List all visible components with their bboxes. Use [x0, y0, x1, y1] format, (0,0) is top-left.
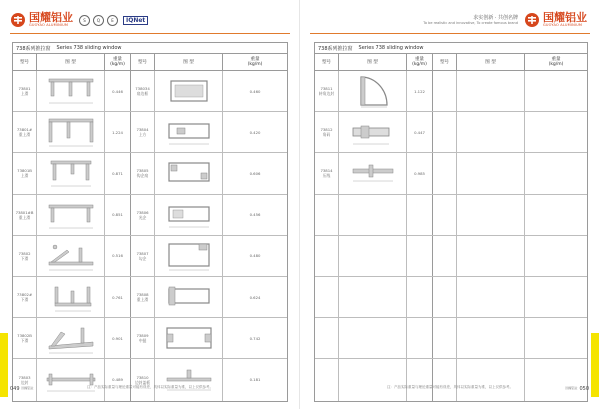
weight-value — [525, 112, 587, 152]
weight-value — [525, 195, 587, 235]
weight-value-text: 0.489 — [112, 377, 123, 383]
weight-value — [407, 236, 433, 276]
table-row — [315, 153, 587, 194]
slogan-en: To be realistic and innovative, To create famous brand — [423, 20, 518, 25]
weight-value — [407, 112, 433, 152]
profile-drawing — [155, 236, 223, 276]
profile-drawing — [457, 277, 525, 317]
profile-drawing — [457, 153, 525, 193]
model-code — [13, 277, 37, 317]
weight-value-text: 1.224 — [112, 129, 123, 135]
table-title — [315, 43, 587, 54]
table-title — [13, 43, 287, 54]
col-drawing: 图 型 — [339, 54, 407, 70]
profile-drawing — [37, 318, 105, 358]
weight-value-text: 0.985 — [414, 170, 425, 176]
profile-drawing — [339, 195, 407, 235]
profile-drawing — [339, 359, 407, 400]
brand-name — [543, 12, 587, 28]
weight-value — [525, 359, 587, 400]
yellow-edge-tab — [591, 333, 599, 397]
profile-drawing — [339, 71, 407, 111]
col-drawing: 图 型 — [155, 54, 223, 70]
footnote: 注：产品实际重量与理论重量可能有误差，具体以实际重量为准，以上仅供参考。 — [387, 385, 513, 389]
right-table-body — [315, 71, 587, 401]
weight-value — [223, 318, 287, 358]
col-weight: 重量 (kg/m) — [548, 57, 564, 67]
weight-value-text: 0.456 — [249, 212, 261, 218]
weight-value — [105, 112, 131, 152]
right-profile-table — [314, 42, 588, 402]
model-code — [13, 112, 37, 152]
table-row — [315, 195, 587, 236]
model-code — [433, 236, 457, 276]
model-code — [131, 153, 155, 193]
profile-section-icon — [342, 73, 404, 109]
table-header-row — [315, 54, 587, 71]
weight-value — [223, 236, 287, 276]
model-code — [433, 318, 457, 358]
table-row — [315, 112, 587, 153]
weight-value — [407, 277, 433, 317]
weight-value — [407, 318, 433, 358]
profile-section-icon — [40, 320, 102, 356]
model-code — [131, 195, 155, 235]
profile-drawing — [37, 112, 105, 152]
weight-value — [407, 153, 433, 193]
model-code — [131, 318, 155, 358]
cert-badge-icon: E — [107, 15, 118, 26]
table-title-cn: 738系列推拉窗 — [318, 45, 353, 52]
weight-value-text: 0.606 — [249, 170, 261, 176]
table-row — [13, 195, 287, 236]
model-code — [131, 236, 155, 276]
model-code-text: 73809 中挺 — [136, 333, 149, 344]
weight-value-text: 0.901 — [112, 335, 123, 341]
model-code — [315, 359, 339, 400]
left-page — [0, 0, 299, 409]
weight-value — [105, 359, 131, 400]
col-model: 型号 — [433, 54, 457, 70]
page-number-value: 050 — [579, 386, 589, 392]
weight-value — [105, 71, 131, 111]
profile-drawing — [339, 153, 407, 193]
profile-drawing — [155, 318, 223, 358]
brand-cn: 国耀铝业 — [543, 11, 587, 24]
col-weight: 重量 (kg/m) — [105, 54, 131, 70]
slogan — [423, 15, 518, 26]
model-code — [13, 318, 37, 358]
weight-value-text: 0.480 — [249, 253, 261, 259]
profile-section-icon — [158, 114, 220, 150]
weight-value — [223, 112, 287, 152]
profile-section-icon — [40, 279, 102, 315]
model-code-text: 73805 钩企扇 — [136, 168, 149, 179]
col-weight: 重量 (kg/m) — [247, 57, 263, 67]
profile-drawing — [37, 277, 105, 317]
model-code-text: 73812 角码 — [320, 127, 333, 138]
col-model: 型号 — [13, 54, 37, 70]
brand-en: GUOYAO ALUMINIUM — [543, 23, 583, 27]
model-code-text: 73811 转角边封 — [318, 86, 335, 97]
model-code — [13, 195, 37, 235]
profile-drawing — [155, 277, 223, 317]
cert-badge-icon: S — [79, 15, 90, 26]
profile-section-icon — [40, 73, 102, 109]
profile-drawing — [457, 112, 525, 152]
profile-section-icon — [158, 238, 220, 274]
table-title-en: Series 738 sliding window — [56, 45, 122, 51]
yellow-edge-tab — [0, 333, 8, 397]
model-code-text: 738034 扇边框 — [135, 86, 150, 97]
model-code — [433, 112, 457, 152]
table-row — [13, 359, 287, 400]
model-code-text: 73801# 重上滑 — [16, 127, 33, 138]
brand-name — [29, 12, 73, 28]
brand-en: GUOYAO ALUMINIUM — [29, 23, 69, 27]
model-code — [131, 277, 155, 317]
model-code — [315, 277, 339, 317]
weight-value — [223, 195, 287, 235]
model-code — [433, 359, 457, 400]
model-code-text: 73803 边封 — [18, 374, 31, 385]
cert-badge-icon: Q — [93, 15, 104, 26]
table-row — [315, 359, 587, 400]
col-weight: 重量 (kg/m) — [407, 54, 433, 70]
weight-value-text: 0.516 — [112, 253, 123, 259]
model-code-text: 73807 勾企 — [136, 250, 149, 261]
profile-drawing — [155, 71, 223, 111]
weight-value — [407, 71, 433, 111]
cert-badges — [79, 15, 148, 26]
table-row — [13, 277, 287, 318]
model-code-text: 73804 上方 — [136, 127, 149, 138]
profile-drawing — [37, 71, 105, 111]
model-code — [315, 112, 339, 152]
weight-value-text: 0.871 — [112, 170, 123, 176]
profile-drawing — [457, 195, 525, 235]
col-model: 型号 — [131, 54, 155, 70]
profile-drawing — [155, 195, 223, 235]
weight-value-text: 0.460 — [249, 88, 261, 94]
weight-value — [105, 195, 131, 235]
weight-value — [105, 318, 131, 358]
weight-value — [223, 277, 287, 317]
profile-drawing — [339, 112, 407, 152]
profile-drawing — [155, 153, 223, 193]
profile-drawing — [339, 318, 407, 358]
profile-drawing — [37, 359, 105, 400]
header-rule — [10, 33, 290, 34]
model-code-text: 73801#B 重上滑 — [15, 209, 34, 220]
profile-section-icon — [158, 155, 220, 191]
weight-value — [223, 359, 287, 400]
profile-drawing — [37, 195, 105, 235]
profile-drawing — [339, 236, 407, 276]
weight-value — [105, 236, 131, 276]
profile-section-icon — [158, 73, 220, 109]
table-row — [13, 112, 287, 153]
col-drawing: 图 型 — [37, 54, 105, 70]
col-drawing: 图 型 — [457, 54, 525, 70]
model-code — [315, 71, 339, 111]
guoyao-logo-icon — [524, 12, 540, 28]
model-code — [131, 359, 155, 400]
table-row — [13, 71, 287, 112]
model-code-text: 73802B 下滑 — [17, 333, 32, 344]
weight-value — [525, 318, 587, 358]
profile-drawing — [457, 236, 525, 276]
model-code — [315, 236, 339, 276]
page-number — [10, 386, 34, 392]
model-code — [131, 71, 155, 111]
left-table-body — [13, 71, 287, 401]
weight-value — [525, 71, 587, 111]
model-code-text: 73801B 上滑 — [17, 168, 32, 179]
model-code — [13, 153, 37, 193]
model-code-text: 73802 下滑 — [18, 250, 31, 261]
table-row — [315, 71, 587, 112]
weight-value — [525, 277, 587, 317]
table-title-cn: 738系列推拉窗 — [16, 45, 51, 52]
iqnet-badge: IQNet — [123, 16, 148, 25]
table-row — [315, 318, 587, 359]
model-code — [13, 236, 37, 276]
profile-drawing — [37, 236, 105, 276]
profile-section-icon — [342, 155, 404, 191]
footer-brand: 国耀铝业 — [565, 386, 578, 391]
right-header — [423, 8, 587, 32]
model-code-text: 73810 边封盖板 — [134, 374, 151, 385]
guoyao-logo-icon — [10, 12, 26, 28]
model-code — [433, 153, 457, 193]
profile-drawing — [339, 277, 407, 317]
model-code-text: 73808 重上滑 — [136, 292, 149, 303]
table-row — [315, 236, 587, 277]
footer-brand: 国耀铝业 — [21, 386, 34, 391]
profile-section-icon — [342, 114, 404, 150]
right-page — [300, 0, 599, 409]
profile-drawing — [457, 71, 525, 111]
profile-section-icon — [40, 197, 102, 233]
model-code — [13, 359, 37, 400]
page-number-value: 049 — [10, 386, 20, 392]
profile-section-icon — [40, 238, 102, 274]
weight-value-text: 0.447 — [414, 129, 425, 135]
table-row — [13, 236, 287, 277]
header-rule — [310, 33, 590, 34]
model-code — [433, 277, 457, 317]
model-code-text: 73801 上滑 — [18, 86, 31, 97]
table-row — [315, 277, 587, 318]
profile-drawing — [37, 153, 105, 193]
profile-drawing — [457, 318, 525, 358]
weight-value — [407, 195, 433, 235]
profile-section-icon — [158, 197, 220, 233]
model-code — [433, 195, 457, 235]
table-row — [13, 318, 287, 359]
profile-section-icon — [158, 362, 220, 398]
model-code — [131, 112, 155, 152]
profile-drawing — [155, 359, 223, 400]
weight-value-text: 0.420 — [249, 129, 261, 135]
model-code-text: 73802# 下滑 — [16, 292, 33, 303]
col-model: 型号 — [315, 54, 339, 70]
model-code — [315, 153, 339, 193]
profile-section-icon — [40, 362, 102, 398]
weight-value-text: 0.181 — [249, 377, 261, 383]
model-code-text: 73806 光企 — [136, 209, 149, 220]
profile-section-icon — [158, 320, 220, 356]
table-header-row — [13, 54, 287, 71]
model-code-text: 73814 压线 — [320, 168, 333, 179]
weight-value-text: 1.122 — [414, 88, 425, 94]
table-title-en: Series 738 sliding window — [358, 45, 424, 51]
model-code — [433, 71, 457, 111]
model-code — [315, 318, 339, 358]
weight-value — [407, 359, 433, 400]
left-header — [10, 8, 148, 32]
model-code — [315, 195, 339, 235]
weight-value-text: 0.742 — [249, 335, 261, 341]
profile-drawing — [457, 359, 525, 400]
weight-value-text: 0.624 — [249, 294, 261, 300]
left-profile-table — [12, 42, 288, 402]
model-code — [13, 71, 37, 111]
page-number — [565, 386, 589, 392]
profile-section-icon — [40, 114, 102, 150]
weight-value — [525, 236, 587, 276]
profile-section-icon — [40, 155, 102, 191]
weight-value — [525, 153, 587, 193]
table-row — [13, 153, 287, 194]
weight-value — [223, 153, 287, 193]
weight-value — [105, 153, 131, 193]
weight-value — [223, 71, 287, 111]
profile-section-icon — [158, 279, 220, 315]
weight-value-text: 0.446 — [112, 88, 123, 94]
weight-value — [105, 277, 131, 317]
profile-drawing — [155, 112, 223, 152]
brand-cn: 国耀铝业 — [29, 11, 73, 24]
footnote: 注：产品实际重量与理论重量可能有误差，具体以实际重量为准，以上仅供参考。 — [87, 385, 213, 389]
weight-value-text: 0.851 — [112, 212, 123, 218]
weight-value-text: 0.761 — [112, 294, 123, 300]
slogan-cn: 求实创新 · 共创名牌 — [473, 14, 518, 21]
